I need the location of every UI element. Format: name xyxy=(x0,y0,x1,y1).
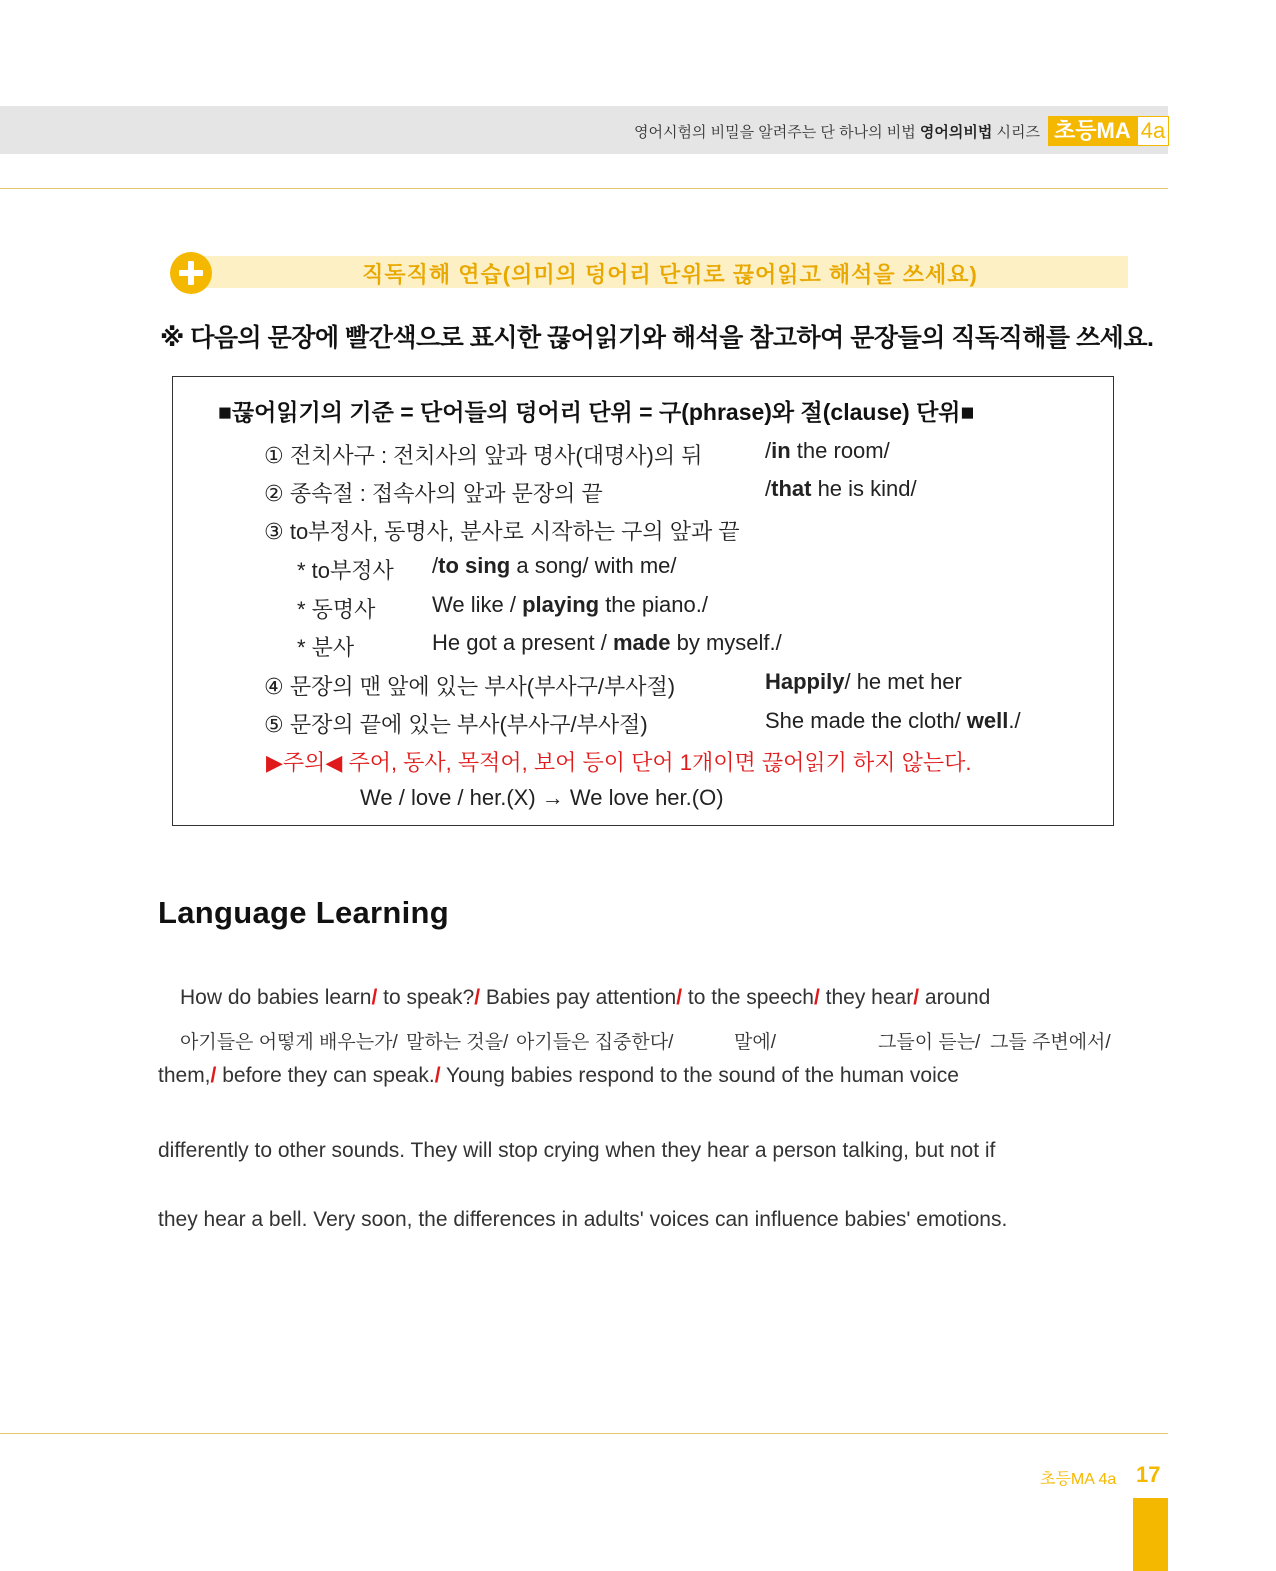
example-part: a song/ with me/ xyxy=(510,553,677,578)
rule-1-example xyxy=(765,438,890,464)
caution-note: ▶주의◀ 주어, 동사, 목적어, 보어 등이 단어 1개이면 끊어읽기 하지 않는다. xyxy=(266,750,972,775)
slash-mark: / xyxy=(371,986,378,1009)
phrase: them, xyxy=(158,1064,211,1087)
korean-gloss-5: 그들이 듣는/ xyxy=(878,1032,981,1053)
example-part: She made the cloth/ xyxy=(765,708,967,733)
example-keyword: Happily xyxy=(765,669,845,694)
tagline-prefix: 영어시험의 비밀을 알려주는 단 하나의 비법 xyxy=(634,124,916,141)
sub-rule-to-infinitive-example xyxy=(432,553,677,579)
slash-mark: / xyxy=(676,986,683,1009)
passage-title: Language Learning xyxy=(158,895,450,930)
example-part: he is kind/ xyxy=(811,476,917,501)
sub-rule-participle: * 분사 xyxy=(297,635,355,660)
phrase: around xyxy=(919,986,991,1009)
slash-mark: / xyxy=(474,986,481,1009)
phrase: they hear xyxy=(819,986,914,1009)
plus-icon xyxy=(170,252,212,294)
rule-1-text: ① 전치사구 : 전치사의 앞과 명사(대명사)의 뒤 xyxy=(264,443,703,468)
example-part: by myself./ xyxy=(670,630,782,655)
example-part: / he met her xyxy=(844,669,962,694)
page-edge-tab xyxy=(1133,1498,1168,1571)
instruction-text: ※ 다음의 문장에 빨간색으로 표시한 끊어읽기와 해석을 참고하여 문장들의 직독직해를 쓰세요. xyxy=(160,324,1154,352)
caution-example: We / love / her.(X) → We love her.(O) xyxy=(360,785,724,810)
slash-mark: / xyxy=(913,986,920,1009)
example-part: the room/ xyxy=(790,438,890,463)
phrase: How do babies learn xyxy=(180,986,372,1009)
sub-rule-participle-example xyxy=(432,630,782,656)
tagline-series-name: 영어의비법 xyxy=(919,124,993,141)
example-part: / xyxy=(765,438,772,463)
example-keyword: well xyxy=(966,708,1009,733)
phrase: Babies pay attention xyxy=(480,986,677,1009)
example-part: ./ xyxy=(1008,708,1021,733)
book-badge xyxy=(1048,116,1169,146)
sub-rule-to-infinitive: * to부정사 xyxy=(297,558,394,583)
practice-banner-title: 직독직해 연습(의미의 덩어리 단위로 끊어읽고 해석을 쓰세요) xyxy=(362,262,978,287)
rule-4-text: ④ 문장의 맨 앞에 있는 부사(부사구/부사절) xyxy=(264,674,676,699)
passage-line-2 xyxy=(158,1064,959,1088)
sub-rule-gerund: * 동명사 xyxy=(297,597,376,622)
badge-main-label: 초등MA xyxy=(1048,116,1137,146)
page-number: 17 xyxy=(1136,1462,1161,1487)
slash-mark: / xyxy=(813,986,820,1009)
korean-gloss-1: 아기들은 어떻게 배우는가/ xyxy=(180,1032,398,1053)
phrase: before they can speak. xyxy=(216,1064,435,1087)
phrase: Young babies respond to the sound of the human voice xyxy=(440,1064,959,1087)
example-keyword: that xyxy=(771,476,812,501)
badge-level-label: 4a xyxy=(1137,116,1169,146)
phrase: to the speech xyxy=(682,986,814,1009)
rule-5-example xyxy=(765,708,1021,734)
passage-line-3: differently to other sounds. They will stop crying when they hear a person talking, but not if xyxy=(158,1139,996,1162)
rule-3-text: ③ to부정사, 동명사, 분사로 시작하는 구의 앞과 끝 xyxy=(264,519,740,544)
passage-line-1 xyxy=(180,986,990,1010)
slash-mark: / xyxy=(434,1064,441,1087)
example-keyword: playing xyxy=(522,592,600,617)
header-tagline xyxy=(634,121,1040,142)
footer-book-label: 초등MA 4a xyxy=(1040,1471,1117,1488)
korean-gloss-3: 아기들은 집중한다/ xyxy=(516,1032,674,1053)
passage-line-4: they hear a bell. Very soon, the differences in adults' voices can influence babies' emotions. xyxy=(158,1208,1008,1231)
rule-4-example xyxy=(765,669,962,695)
korean-gloss-2: 말하는 것을/ xyxy=(406,1032,509,1053)
tagline-suffix: 시리즈 xyxy=(996,124,1040,141)
example-part: We like / xyxy=(432,592,523,617)
sub-rule-gerund-example xyxy=(432,592,708,618)
example-keyword: to sing xyxy=(438,553,511,578)
slash-mark: / xyxy=(210,1064,217,1087)
korean-gloss-4: 말에/ xyxy=(734,1032,776,1053)
example-part: / xyxy=(432,553,439,578)
phrase: to speak? xyxy=(377,986,475,1009)
rule-2-example xyxy=(765,476,917,502)
rules-title: ■끊어읽기의 기준 = 단어들의 덩어리 단위 = 구(phrase)와 절(clause) 단위■ xyxy=(218,399,975,425)
korean-gloss-6: 그들 주변에서/ xyxy=(990,1032,1111,1053)
example-keyword: in xyxy=(771,438,791,463)
header-divider xyxy=(0,188,1168,189)
rule-2-text: ② 종속절 : 접속사의 앞과 문장의 끝 xyxy=(264,481,603,506)
footer-divider xyxy=(0,1433,1168,1434)
example-keyword: made xyxy=(613,630,671,655)
example-part: the piano./ xyxy=(599,592,708,617)
example-part: / xyxy=(765,476,772,501)
rule-5-text: ⑤ 문장의 끝에 있는 부사(부사구/부사절) xyxy=(264,712,648,737)
example-part: He got a present / xyxy=(432,630,613,655)
